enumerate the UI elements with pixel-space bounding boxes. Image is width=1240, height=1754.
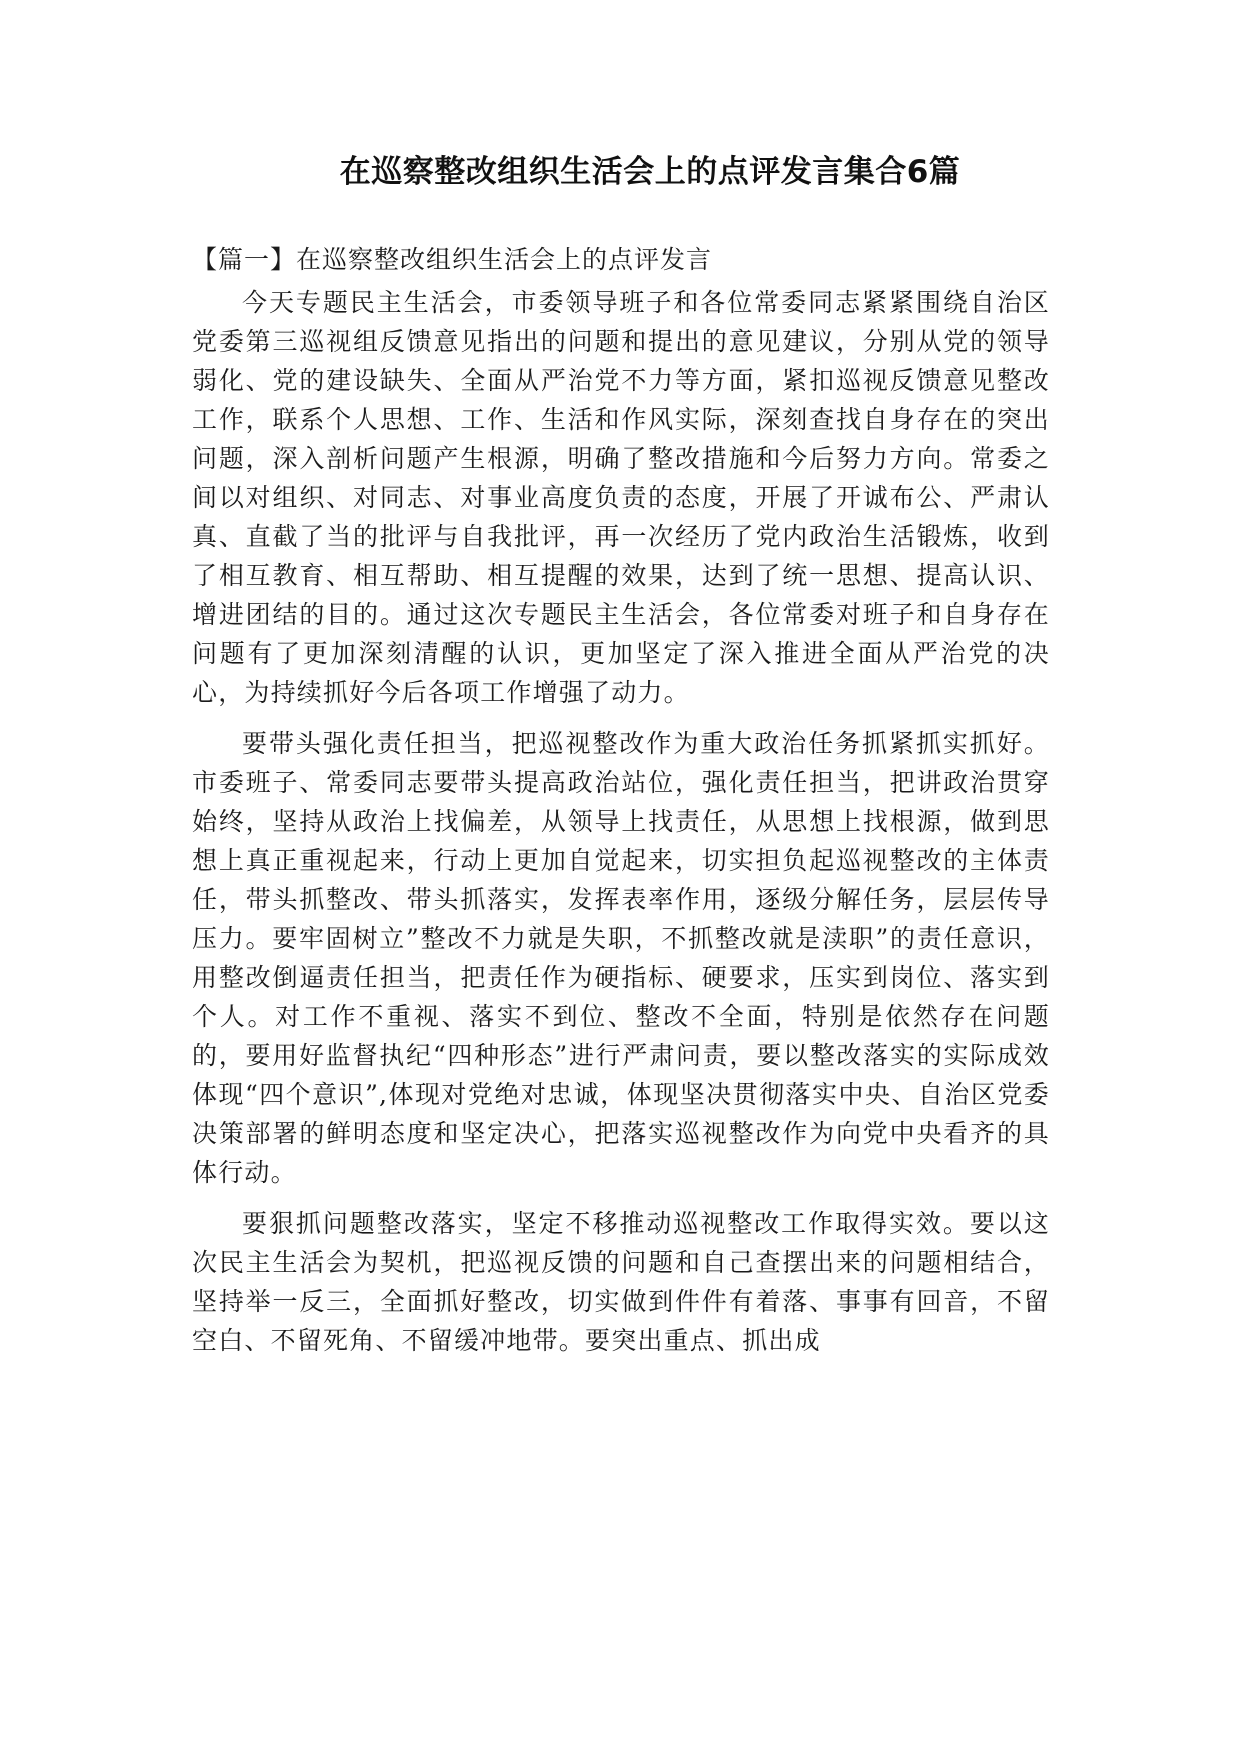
paragraph-1: 今天专题民主生活会，市委领导班子和各位常委同志紧紧围绕自治区党委第三巡视组反馈意见指出的问题和提出的意见建议，分别从党的领导弱化、党的建设缺失、全面从严治党不力等方面，紧扣巡视反馈意见整改工作，联系个人思想、工作、生活和作风实际，深刻查找自身存在的突出问题，深入剖析问题产生根源，明确了整改措施和今后努力方向。常委之间以对组织、对同志、对事业高度负责的态度，开展了开诚布公、严肃认真、直截了当的批评与自我批评，再一次经历了党内政治生活锻炼，收到了相互教育、相互帮助、相互提醒的效果，达到了统一思想、提高认识、增进团结的目的。通过这次专题民主生活会，各位常委对班子和自身存在问题有了更加深刻清醒的认识，更加坚定了深入推进全面从严治党的决心，为持续抓好今后各项工作增强了动力。	[192, 288, 1050, 707]
paragraph-2: 要带头强化责任担当，把巡视整改作为重大政治任务抓紧抓实抓好。市委班子、常委同志要带头提高政治站位，强化责任担当，把讲政治贯穿始终，坚持从政治上找偏差，从领导上找责任，从思想上找根源，做到思想上真正重视起来，行动上更加自觉起来，切实担负起巡视整改的主体责任，带头抓整改、带头抓落实，发挥表率作用，逐级分解任务，层层传导压力。要牢固树立”整改不力就是失职，不抓整改就是渎职”的责任意识，用整改倒逼责任担当，把责任作为硬指标、硬要求，压实到岗位、落实到个人。对工作不重视、落实不到位、整改不全面，特别是依然存在问题的，要用好监督执纪“四种形态”进行严肃问责，要以整改落实的实际成效体现“四个意识”,体现对党绝对忠诚，体现坚决贯彻落实中央、自治区党委决策部署的鲜明态度和坚定决心，把落实巡视整改作为向党中央看齐的具体行动。	[192, 729, 1050, 1187]
section-heading: 【篇一】在巡察整改组织生活会上的点评发言	[192, 245, 713, 274]
document-body	[192, 240, 1050, 1372]
paragraph-3: 要狠抓问题整改落实，坚定不移推动巡视整改工作取得实效。要以这次民主生活会为契机，把巡视反馈的问题和自己查摆出来的问题相结合，坚持举一反三，全面抓好整改，切实做到件件有着落、事事有回音，不留空白、不留死角、不留缓冲地带。要突出重点、抓出成	[192, 1209, 1050, 1355]
document-title: 在巡察整改组织生活会上的点评发言集合6篇	[339, 154, 961, 190]
